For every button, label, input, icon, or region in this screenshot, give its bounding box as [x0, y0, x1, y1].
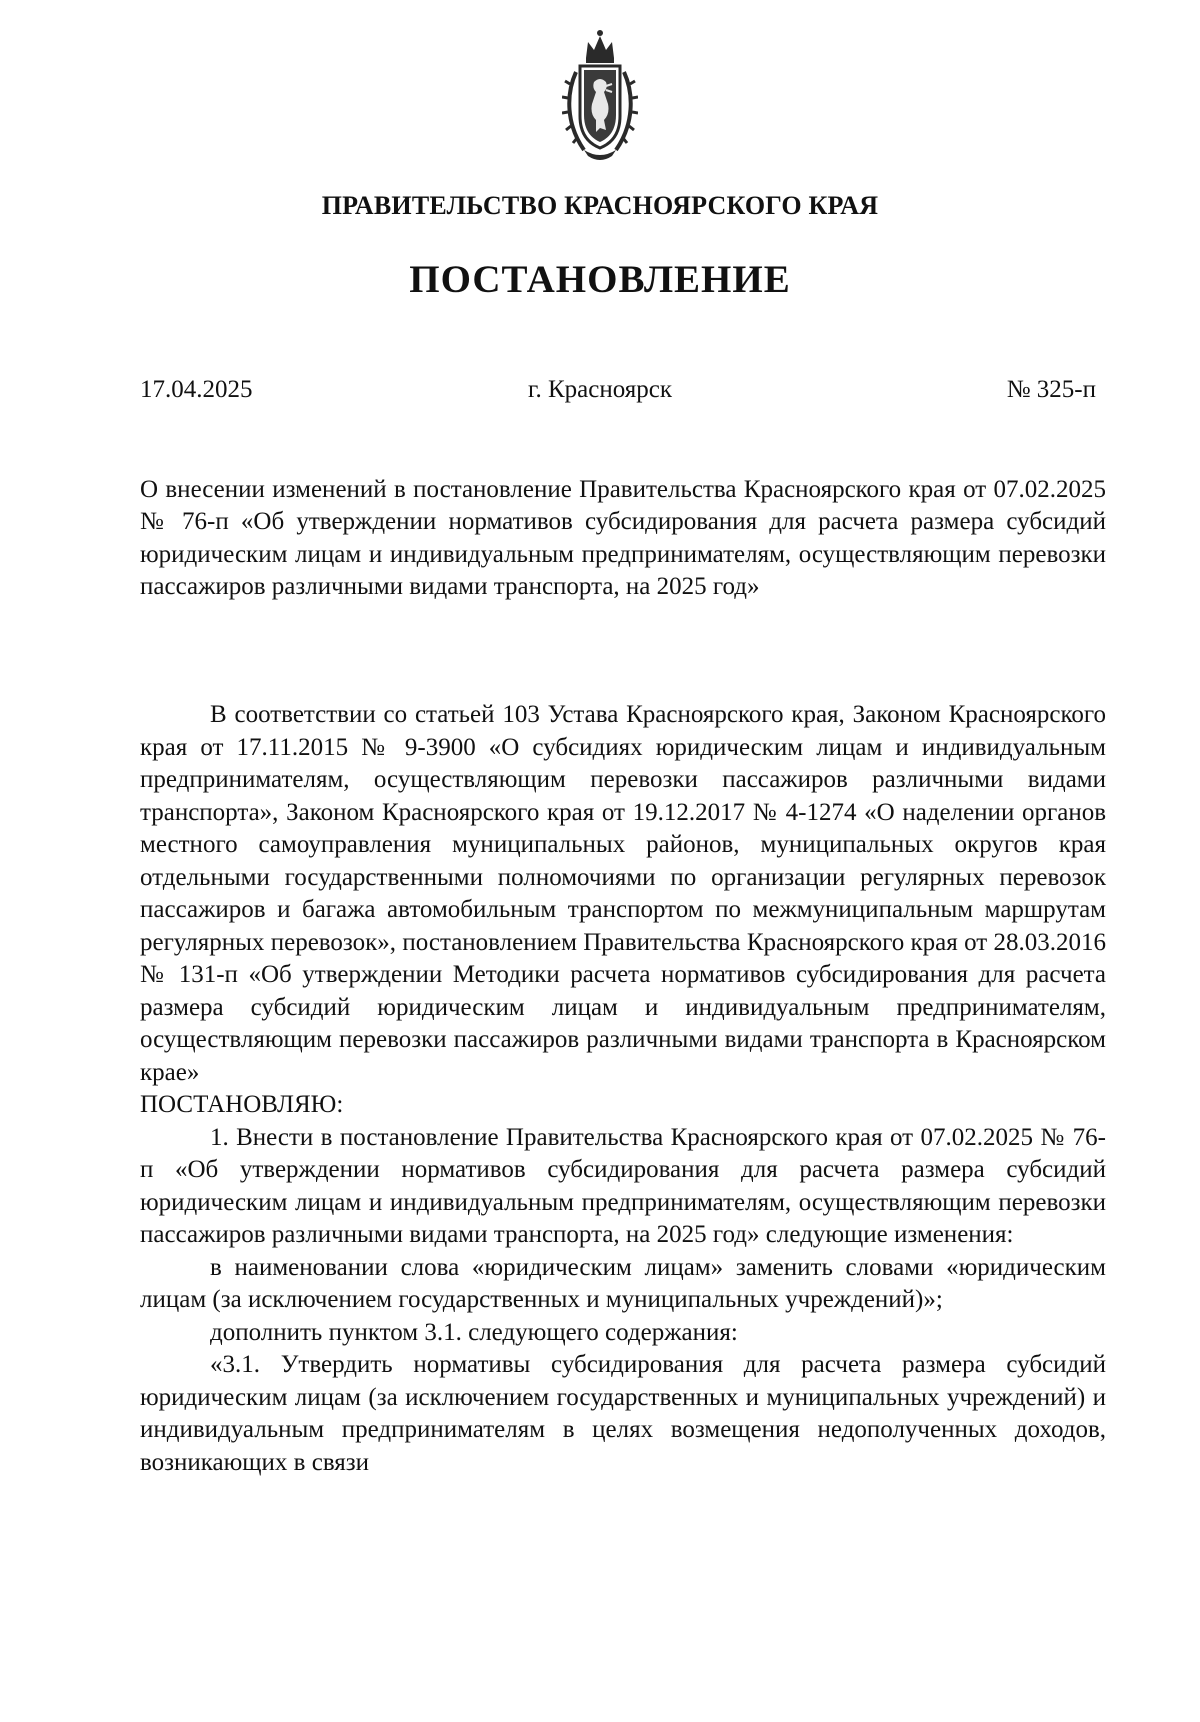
- coat-of-arms-icon: [562, 24, 638, 164]
- point-3-1-paragraph: «3.1. Утвердить нормативы субсидирования для расчета размера субсидий юридическим лицам (за исключением государственных и муниципальных учреждений) и индивидуальным предпринимателям в целях возмещения недополученных доходов, возникающих в связи: [140, 1351, 1106, 1476]
- change-2-paragraph: дополнить пунктом 3.1. следующего содержания:: [210, 1318, 738, 1346]
- change-1-paragraph: в наименовании слова «юридическим лицам» заменить словами «юридическим лицам (за исключением государственных и муниципальных учреждений)»;: [140, 1253, 1106, 1313]
- document-type-heading: ПОСТАНОВЛЕНИЕ: [409, 258, 791, 301]
- document-date: 17.04.2025: [140, 376, 253, 403]
- document-subject: О внесении изменений в постановление Правительства Красноярского края от 07.02.2025 № 76-п «Об утверждении нормативов субсидирования для расчета размера субсидий юридическим лицам и индивидуальным предпринимателям, осуществляющим перевозки пассажиров различными видами транспорта, на 2025 год»: [140, 476, 1106, 601]
- document-body: [140, 699, 1106, 1479]
- point-1-paragraph: 1. Внести в постановление Правительства Красноярского края от 07.02.2025 № 76-п «Об утверждении нормативов субсидирования для расчета размера субсидий юридическим лицам и индивидуальным предпринимателям, осуществляющим перевозки пассажиров различными видами транспорта, на 2025 год» следующие изменения:: [140, 1123, 1106, 1248]
- organization-title: ПРАВИТЕЛЬСТВО КРАСНОЯРСКОГО КРАЯ: [321, 191, 879, 220]
- document-city: г. Красноярск: [528, 376, 672, 403]
- document-number: № 325-п: [1006, 376, 1096, 403]
- preamble-paragraph: В соответствии со статьей 103 Устава Красноярского края, Законом Красноярского края от 17.11.2015 № 9-3900 «О субсидиях юридическим лицам и индивидуальным предпринимателям, осуществляющим перевозки пассажиров различными видами транспорта», Законом Красноярского края от 19.12.2017 № 4-1274 «О наделении органов местного самоуправления муниципальных районов, муниципальных округов края отдельными государственными полномочиями по организации регулярных перевозок пассажиров и багажа автомобильным транспортом по межмуниципальным маршрутам регулярных перевозок», постановлением Правительства Красноярского края от 28.03.2016 № 131-п «Об утверждении Методики расчета нормативов субсидирования для расчета размера субсидий юридическим лицам и индивидуальным предпринимателям, осуществляющим перевозки пассажиров различными видами транспорта в Красноярском крае»: [140, 701, 1106, 1086]
- decree-word: ПОСТАНОВЛЯЮ:: [140, 1091, 344, 1118]
